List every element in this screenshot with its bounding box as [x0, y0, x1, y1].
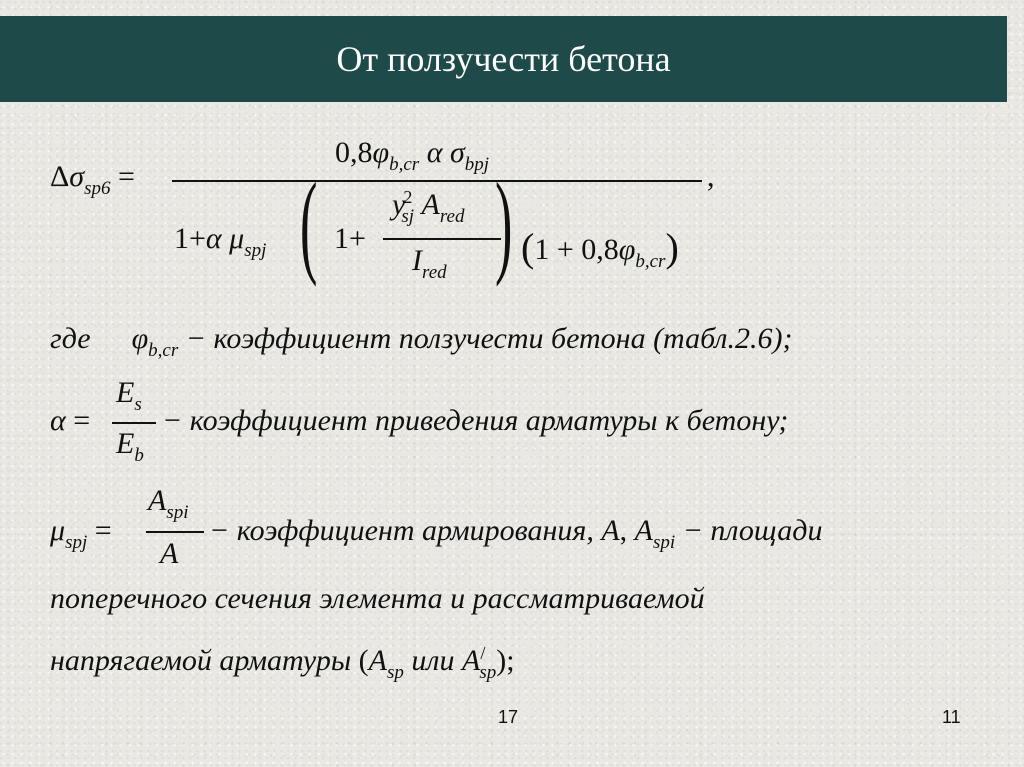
mu-lhs: $\mu_{spj}$ = — [50, 514, 112, 553]
second-paren-group: $(1 + 0,8\varphi_{b,cr})$ — [521, 225, 679, 272]
alpha-numerator: $E_s$ — [116, 376, 142, 415]
inner-numerator: $y^2_{sj}$ $A_{red}$ — [392, 187, 465, 227]
formula-lhs: $\Delta\sigma_{sp6}$ = — [50, 160, 135, 199]
inner-fraction-line — [383, 238, 501, 240]
page-number-center: 17 — [498, 707, 519, 727]
alpha-description: − коэффициент приведения арматуры к бетону; — [162, 404, 789, 437]
where-line: где $\varphi_{b,cr}$ − коэффициент ползучести бетона (табл.2.6); — [50, 322, 793, 361]
formula-comma: , — [707, 160, 715, 193]
title-bar — [0, 16, 1007, 102]
page-number-right: 11 — [942, 707, 961, 727]
alpha-fraction-line — [112, 422, 156, 424]
big-paren-close: ) — [495, 160, 513, 288]
formula-den-prefix: 1+α $\mu_{spj}$ — [174, 222, 267, 261]
mu-numerator: $A_{spi}$ — [148, 484, 189, 523]
big-paren-open: ( — [300, 160, 318, 288]
mu-denominator: A — [160, 537, 179, 570]
inner-one-plus: 1+ — [334, 222, 366, 255]
text-line-2: поперечного сечения элемента и рассматриваемой — [50, 582, 705, 615]
alpha-lhs: α = — [50, 404, 91, 437]
text-line-3: напрягаемой арматуры ($A_{sp}$ или $A^/_{sp}$); — [50, 643, 515, 683]
formula-numerator: $0,8\varphi_{b,cr}$ α $\sigma_{bpj}$ — [335, 136, 490, 175]
alpha-denominator: $E_b$ — [116, 427, 144, 466]
slide-title: От ползучести бетона — [336, 39, 671, 79]
inner-denominator: $I_{red}$ — [412, 244, 447, 283]
mu-description: − коэффициент армирования, A, $A_{spi}$ − площади — [209, 514, 823, 553]
main-fraction-line — [172, 180, 702, 182]
mu-fraction-line — [146, 531, 204, 533]
